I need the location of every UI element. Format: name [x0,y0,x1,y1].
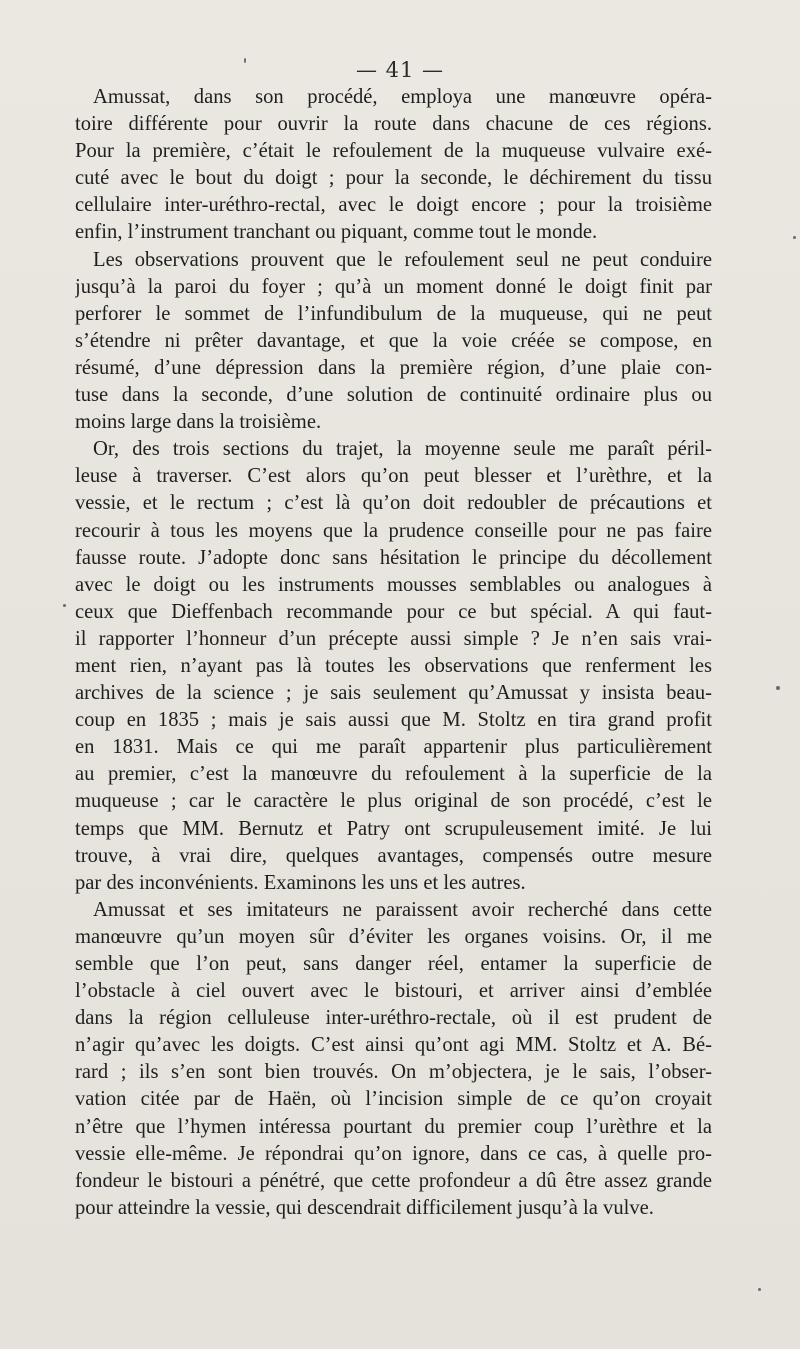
text-line: s’étendre ni prêter davantage, et que la voie créée se compose, en [75,329,712,352]
text-line: pour atteindre la vessie, qui descendrait difficilement jusqu’à la vulve. [75,1196,654,1219]
text-line: recourir à tous les moyens que la prudence conseille pour ne pas faire [75,519,712,542]
text-line: ceux que Dieffenbach recommande pour ce but spécial. A qui faut- [75,600,712,623]
text-line: cellulaire inter-uréthro-rectal, avec le doigt encore ; pour la troisième [75,194,712,217]
page-number: — 41 — [355,58,445,82]
ink-speck [758,1288,761,1291]
text-line: ment rien, n’ayant pas là toutes les observations que renferment les [75,654,712,677]
text-line: coup en 1835 ; mais je sais aussi que M. Stoltz en tira grand profit [75,709,712,732]
text-line: muqueuse ; car le caractère le plus original de son procédé, c’est le [75,790,712,813]
text-line: vessie elle-même. Je répondrai qu’on ignore, dans ce cas, à quelle pro- [75,1142,712,1165]
text-line: semble que l’on peut, sans danger réel, entamer la superficie de [75,953,712,975]
text-line: au premier, c’est la manœuvre du refoulement à la superficie de la [75,763,712,786]
text-line: vessie, et le rectum ; c’est là qu’on doit redoubler de précautions et [75,492,712,515]
text-line: résumé, d’une dépression dans la première région, d’une plaie con- [75,356,712,379]
text-line: n’agir qu’avec les doigts. C’est ainsi qu’ont agi MM. Stoltz et A. Bé- [75,1034,712,1057]
body-text [75,84,712,1222]
text-line: avec le doigt ou les instruments mousses semblables ou analogues à [75,573,712,596]
text-line: fondeur le bistouri a pénétré, que cette profondeur a dû être assez grande [75,1169,712,1192]
text-line: archives de la science ; je sais seulement qu’Amussat y insista beau- [75,682,712,705]
text-line: l’obstacle à ciel ouvert avec le bistouri, et arriver ainsi d’emblée [75,980,712,1003]
text-line: Pour la première, c’était le refoulement de la muqueuse vulvaire exé- [75,140,712,163]
ink-speck [63,604,66,607]
text-line: tuse dans la seconde, d’une solution de continuité ordinaire plus ou [75,384,712,407]
ink-speck [776,686,780,690]
text-line: en 1831. Mais ce qui me paraît appartenir plus particulièrement [75,736,712,759]
text-line: fausse route. J’adopte donc sans hésitation le principe du décollement [75,546,712,569]
text-line: Amussat, dans son procédé, employa une manœuvre opéra- [93,86,712,108]
text-line: temps que MM. Bernutz et Patry ont scrupuleusement imité. Je lui [75,817,712,840]
text-line: perforer le sommet de l’infundibulum de la muqueuse, qui ne peut [75,302,712,325]
text-line: rard ; ils s’en sont bien trouvés. On m’objectera, je le sais, l’obser- [75,1061,712,1084]
text-line: moins large dans la troisième. [75,411,322,434]
text-line: cuté avec le bout du doigt ; pour la seconde, le déchirement du tissu [75,167,712,190]
text-line: leuse à traverser. C’est alors qu’on peut blesser et l’urèthre, et la [75,465,712,488]
text-line: trouve, à vrai dire, quelques avantages, compensés outre mesure [75,844,712,867]
text-line: Or, des trois sections du trajet, la moyenne seule me paraît péril- [93,438,712,461]
text-line: n’être que l’hymen intéressa pourtant du premier coup l’urèthre et la [75,1115,712,1138]
text-line: Amussat et ses imitateurs ne paraissent avoir recherché dans cette [93,898,712,921]
text-line: vation citée par de Haën, où l’incision simple de ce qu’on croyait [75,1088,712,1111]
text-line: Les observations prouvent que le refoulement seul ne peut conduire [93,248,712,271]
text-line: jusqu’à la paroi du foyer ; qu’à un moment donné le doigt finit par [75,275,712,298]
text-line: il rapporter l’honneur d’un précepte aussi simple ? Je n’en sais vrai- [75,627,712,650]
text-line: dans la région celluleuse inter-uréthro-rectale, où il est prudent de [75,1007,712,1030]
text-line: toire différente pour ouvrir la route dans chacune de ces régions. [75,113,712,136]
text-line: manœuvre qu’un moyen sûr d’éviter les organes voisins. Or, il me [75,925,712,948]
text-line: par des inconvénients. Examinons les uns et les autres. [75,871,526,894]
ink-speck [244,58,246,63]
text-line: enfin, l’instrument tranchant ou piquant, comme tout le monde. [75,221,598,244]
ink-speck [793,236,796,239]
